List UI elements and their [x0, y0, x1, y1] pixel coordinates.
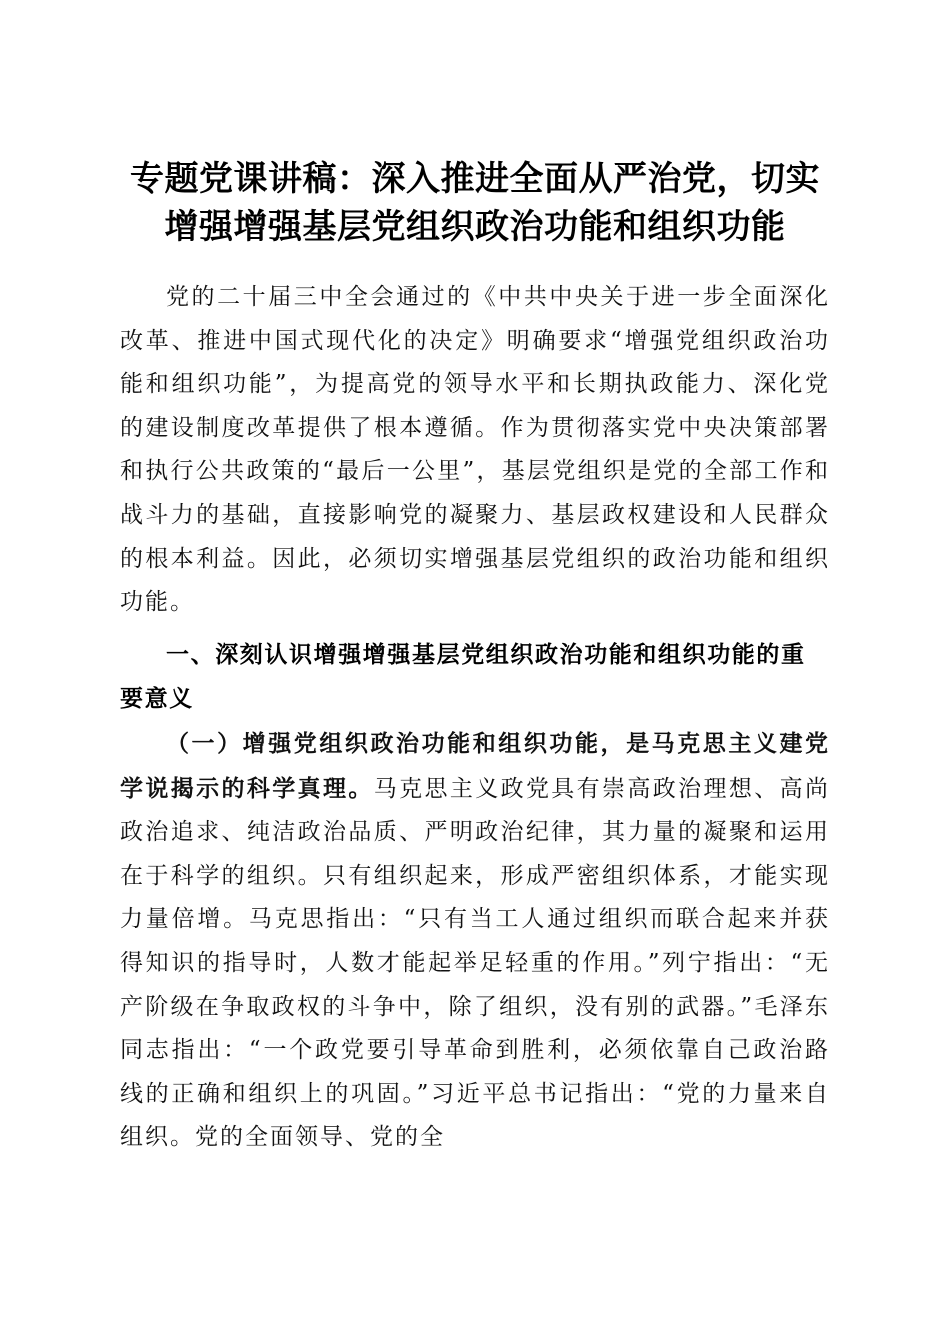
document-title-line-1: 专题党课讲稿：深入推进全面从严治党，切实	[130, 158, 820, 199]
section-heading-1: 一、深刻认识增强增强基层党组织政治功能和组织功能的重要意义	[120, 642, 806, 712]
intro-paragraph: 党的二十届三中全会通过的《中共中央关于进一步全面深化改革、推进中国式现代化的决定》明确要求“增强党组织政治功能和组织功能”，为提高党的领导水平和长期执政能力、深化党的建设制度改革提供了根本遵循。作为贯彻落实党中央决策部署和执行公共政策的“最后一公里”，基层党组织是党的全部工作和战斗力的基础，直接影响党的凝聚力、基层政权建设和人民群众的根本利益。因此，必须切实增强基层党组织的政治功能和组织功能。	[120, 284, 830, 616]
document-title-line-2: 增强增强基层党组织政治功能和组织功能	[164, 206, 786, 247]
document-title	[110, 155, 840, 251]
subsection-body-text: 马克思主义政党具有崇高政治理想、高尚政治追求、纯洁政治品质、严明政治纪律，其力量的凝聚和运用在于科学的组织。只有组织起来，形成严密组织体系，才能实现力量倍增。马克思指出：“只有当工人通过组织而联合起来并获得知识的指导时，人数才能起举足轻重的作用。”列宁指出：“无产阶级在争取政权的斗争中，除了组织，没有别的武器。”毛泽东同志指出：“一个政党要引导革命到胜利，必须依靠自己政治路线的正确和组织上的巩固。”习近平总书记指出：“党的力量来自组织。党的全面领导、党的全	[120, 775, 831, 1151]
subsection-lead-sentence: （一）增强党组织政治功能和组织功能，是马克思主义建党学说揭示的科学真理。	[120, 730, 830, 802]
subsection-paragraph-1	[120, 722, 830, 1160]
